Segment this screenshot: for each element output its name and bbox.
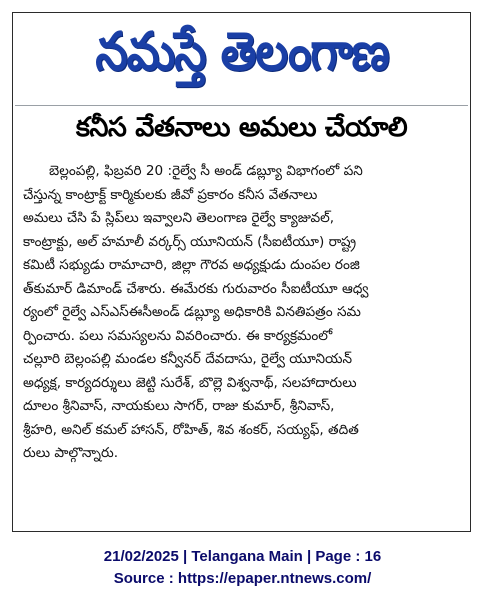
article-line: ర్యంలో రైల్వే ఎస్ఎస్ఈసీఅండ్ డబ్ల్యూ అధికారికి వినతిపత్రం సమ	[23, 304, 361, 320]
article-line: కాంట్రాక్టు, అల్ హమాలీ వర్కర్స్ యూనియన్ (సీఐటీయూ) రాష్ట్ర	[23, 233, 357, 250]
news-clipping	[12, 12, 471, 532]
article-line: దూలం శ్రీనివాస్, నాయకులు సాగర్, రాజు కుమార్, శ్రీనివాస్,	[23, 398, 335, 414]
article-line: త్‌కుమార్ డిమాండ్ చేశారు. ఈమేరకు గురువారం సీఐటీయూ ఆధ్వ	[23, 280, 369, 297]
article-line: అమలు చేసి పే స్లిప్‌లు ఇవ్వాలని తెలంగాణ రైల్వే క్యాజువల్,	[23, 210, 335, 226]
article-line: కమిటీ సభ్యుడు రామాచారి, జిల్లా గౌరవ అధ్యక్షుడు దుంపల రంజి	[23, 257, 360, 273]
article-line: చేస్తున్న కాంట్రాక్ట్ కార్మికులకు జీవో ప్రకారం కనీస వేతనాలు	[23, 186, 318, 203]
article-line: అధ్యక్ష, కార్యదర్శులు జెట్టి సురేశ్, బొల్లె విశ్వనాథ్, సలహాదారులు	[23, 374, 357, 391]
article-line: శ్రీహరి, అనిల్ కమల్ హాసన్, రోహిత్, శివ శంకర్, సయ్యఫ్, తదిత	[23, 421, 359, 438]
divider	[15, 105, 468, 106]
masthead-logo: నమస్తే తెలంగాణ	[95, 20, 389, 83]
article-line: చల్లూరి బెల్లంపల్లి మండల కన్వీనర్ దేవదాసు, రైల్వే యూనియన్	[23, 351, 353, 367]
article-line: బెల్లంపల్లి, ఫిబ్రవరి 20 :రైల్వే సీ అండ్ డబ్ల్యూ విభాగంలో పని	[49, 163, 363, 179]
source-info: Source : https://epaper.ntnews.com/	[113, 570, 372, 587]
publication-info: 21/02/2025 | Telangana Main | Page : 16	[103, 548, 382, 565]
newspaper-masthead	[39, 13, 445, 103]
article-headline: కనీస వేతనాలు అమలు చేయాలి	[75, 112, 408, 143]
article-body	[23, 160, 462, 466]
article-line: రులు పాల్గొన్నారు.	[23, 445, 119, 461]
article-line: ర్పించారు. పలు సమస్యలను వివరించారు. ఈ కార్యక్రమంలో	[23, 327, 333, 344]
